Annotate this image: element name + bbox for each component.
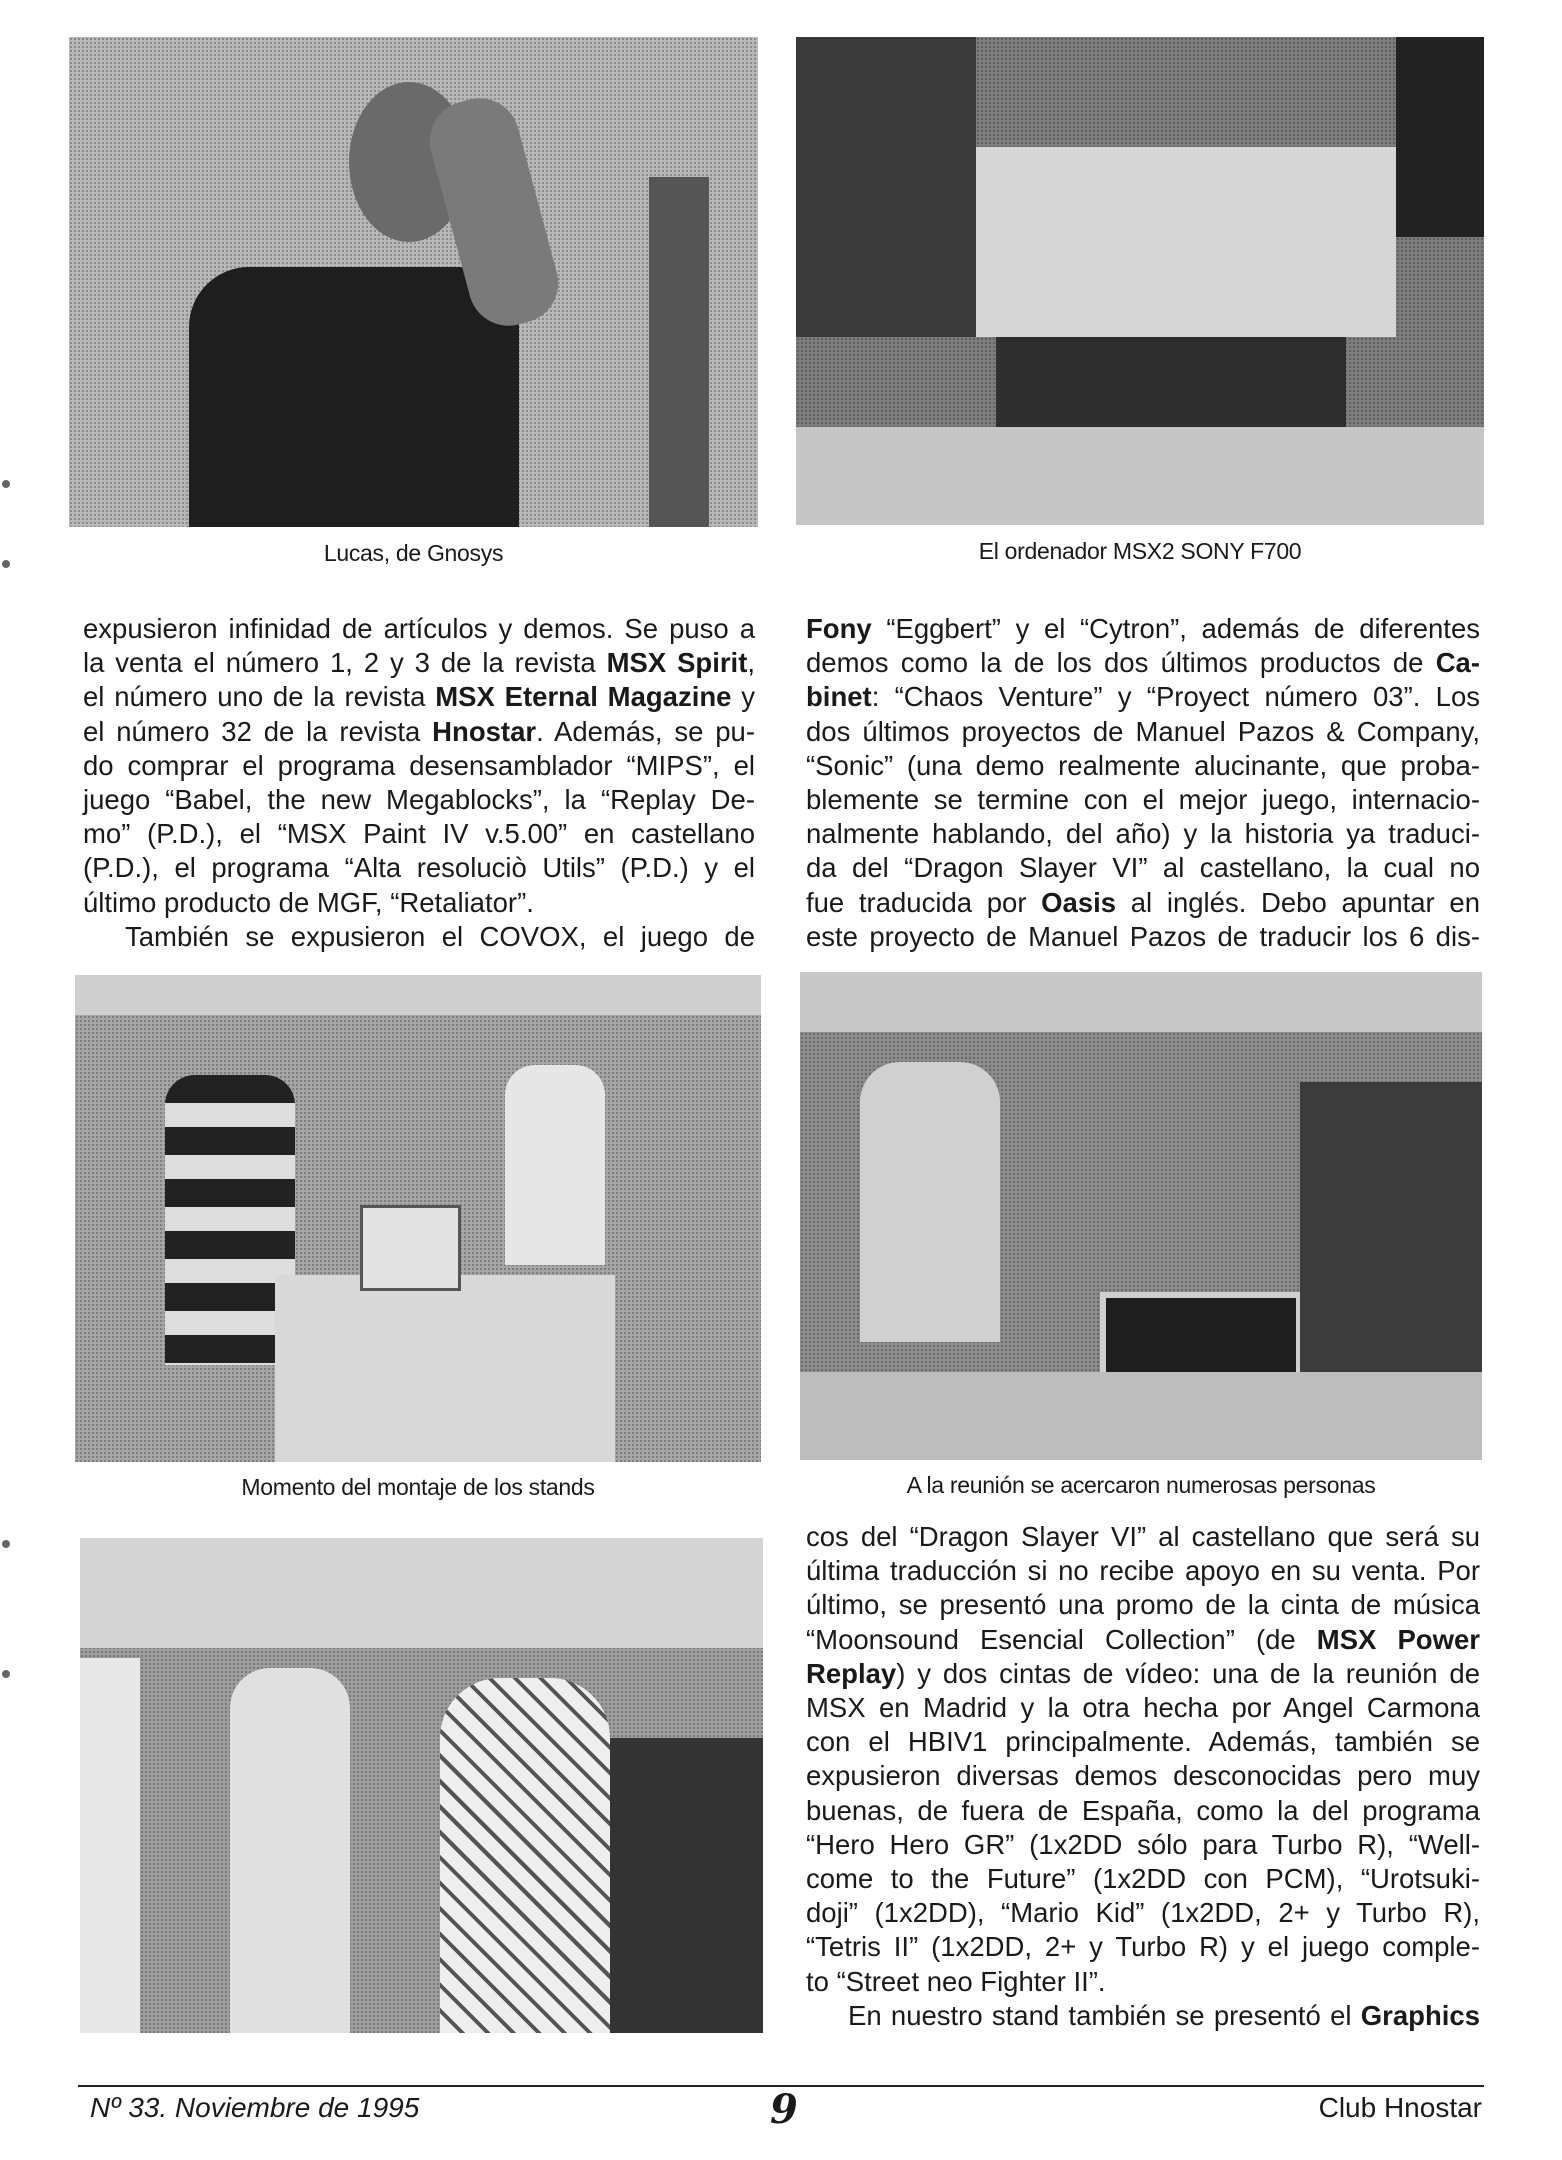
footer-issue: Nº 33. Noviembre de 1995 <box>90 2092 420 2123</box>
bold-term: MSX Eternal Magazine <box>435 681 732 713</box>
photo-caption: Lucas, de Gnosys <box>323 540 504 566</box>
text-line <box>806 749 1480 783</box>
bold-term: Replay <box>806 1657 897 1689</box>
text-run: to “Street neo Fighter II”. <box>806 1965 1106 1997</box>
text-line <box>806 1657 1480 1691</box>
photo-lucas <box>69 37 758 527</box>
text-line <box>83 886 755 920</box>
text-run: : “Chaos Venture” y “Proyect número 03”. Los <box>871 681 1480 713</box>
photo-crowd-meeting <box>800 972 1482 1460</box>
text-run: y <box>731 681 755 713</box>
bold-term: MSX Spirit <box>606 647 748 679</box>
text-run: expusieron infinidad de artículos y demos. Se puso a <box>83 613 755 644</box>
bold-term: Fony <box>806 613 872 644</box>
photo-caption: El ordenador MSX2 SONY F700 <box>978 538 1302 564</box>
text-line <box>806 1520 1480 1554</box>
text-line <box>83 749 755 783</box>
text-line <box>83 646 755 680</box>
text-line <box>806 612 1480 646</box>
text-run: “Moonsound Esencial Collection” (de <box>806 1623 1317 1655</box>
text-line <box>83 680 755 714</box>
bold-term: Oasis <box>1041 886 1117 918</box>
text-run: juego “Babel, the new Megablocks”, la “Replay De- <box>83 784 755 816</box>
text-line <box>83 920 755 954</box>
text-run: come to the Future” (1x2DD con PCM), “Urotsuki- <box>806 1863 1480 1895</box>
text-line <box>806 1554 1480 1588</box>
bold-term: Graphics <box>1360 1999 1480 2031</box>
text-line <box>806 886 1480 920</box>
text-line <box>806 1794 1480 1828</box>
photo-attendees <box>80 1538 763 2033</box>
bold-term: binet <box>806 681 872 713</box>
text-line <box>806 1725 1480 1759</box>
article-text-right-continued <box>806 1520 1480 2033</box>
article-text-left <box>83 612 755 954</box>
bold-term: MSX Power <box>1316 1623 1480 1655</box>
text-run: blemente se termine con el mejor juego, internacio- <box>806 784 1480 816</box>
text-run: También se expusieron el COVOX, el juego de <box>125 920 755 952</box>
photo-caption: Momento del montaje de los stands <box>241 1474 595 1500</box>
text-run: última traducción si no recibe apoyo en su venta. Por <box>806 1555 1480 1587</box>
page-number: 9 <box>770 2086 798 2133</box>
text-line <box>806 1691 1480 1725</box>
text-run: “Tetris II” (1x2DD, 2+ y Turbo R) y el juego comple- <box>806 1931 1480 1963</box>
binder-hole <box>2 1670 10 1678</box>
text-line <box>806 783 1480 817</box>
text-line <box>806 1965 1480 1999</box>
text-line <box>806 851 1480 885</box>
text-line <box>806 1862 1480 1896</box>
text-run: dos últimos proyectos de Manuel Pazos & Company, <box>806 715 1480 747</box>
binder-hole <box>2 480 10 488</box>
binder-hole <box>2 560 10 568</box>
text-line <box>806 1930 1480 1964</box>
text-line <box>83 851 755 885</box>
text-run: da del “Dragon Slayer VI” al castellano, la cual no <box>806 852 1480 884</box>
text-run: el número 32 de la revista <box>83 715 433 747</box>
text-run: el número uno de la revista <box>83 681 436 713</box>
photo-stands-setup <box>75 975 761 1462</box>
text-run: do comprar el programa desensamblador “MIPS”, el <box>83 749 755 781</box>
text-line <box>806 920 1480 954</box>
article-text-right <box>806 612 1480 954</box>
text-line <box>806 1999 1480 2033</box>
text-line <box>83 817 755 851</box>
text-line <box>806 1759 1480 1793</box>
bold-term: Hnostar <box>432 715 537 747</box>
text-run: buenas, de fuera de España, como la del programa <box>806 1794 1480 1826</box>
text-line <box>806 1896 1480 1930</box>
text-run: último producto de MGF, “Retaliator”. <box>83 886 534 918</box>
text-run: cos del “Dragon Slayer VI” al castellano que será su <box>806 1521 1480 1552</box>
text-run: ) y dos cintas de vídeo: una de la reunión de <box>896 1657 1480 1689</box>
text-run: expusieron diversas demos desconocidas pero muy <box>806 1760 1480 1792</box>
text-run: la venta el número 1, 2 y 3 de la revista <box>83 647 607 679</box>
text-line <box>806 817 1480 851</box>
text-run: En nuestro stand también se presentó el <box>848 1999 1361 2031</box>
photo-caption: A la reunión se acercaron numerosas personas <box>906 1472 1376 1498</box>
text-run: fue traducida por <box>806 886 1042 918</box>
text-run: , <box>747 647 755 679</box>
text-line <box>83 783 755 817</box>
text-run: nalmente hablando, del año) y la historia ya traduci- <box>806 818 1480 850</box>
text-run: “Sonic” (una demo realmente alucinante, que proba- <box>806 749 1480 781</box>
text-run: último, se presentó una promo de la cinta de música <box>806 1589 1480 1621</box>
bold-term: Ca- <box>1435 647 1480 679</box>
text-line <box>83 612 755 646</box>
text-line <box>806 1588 1480 1622</box>
text-line <box>806 1623 1480 1657</box>
text-run: . Además, se pu- <box>536 715 755 747</box>
text-run: (P.D.), el programa “Alta resoluciò Utils” (P.D.) y el <box>83 852 755 884</box>
text-run: con el HBIV1 principalmente. Además, también se <box>806 1726 1480 1758</box>
text-line <box>806 1828 1480 1862</box>
footer-publication: Club Hnostar <box>1318 2092 1482 2123</box>
text-run: mo” (P.D.), el “MSX Paint IV v.5.00” en castellano <box>83 818 755 850</box>
text-line <box>83 715 755 749</box>
text-run: “Eggbert” y el “Cytron”, además de diferentes <box>871 613 1480 644</box>
text-line <box>806 646 1480 680</box>
text-run: al inglés. Debo apuntar en <box>1116 886 1480 918</box>
text-run: este proyecto de Manuel Pazos de traducir los 6 dis- <box>806 920 1480 952</box>
text-run: demos como la de los dos últimos productos de <box>806 647 1436 679</box>
text-line <box>806 680 1480 714</box>
text-line <box>806 715 1480 749</box>
photo-msx2-sony-f700 <box>796 37 1484 525</box>
text-run: MSX en Madrid y la otra hecha por Angel Carmona <box>806 1692 1480 1724</box>
text-run: “Hero Hero GR” (1x2DD sólo para Turbo R), “Well- <box>806 1828 1480 1860</box>
binder-hole <box>2 1540 10 1548</box>
text-run: doji” (1x2DD), “Mario Kid” (1x2DD, 2+ y Turbo R), <box>806 1897 1480 1929</box>
